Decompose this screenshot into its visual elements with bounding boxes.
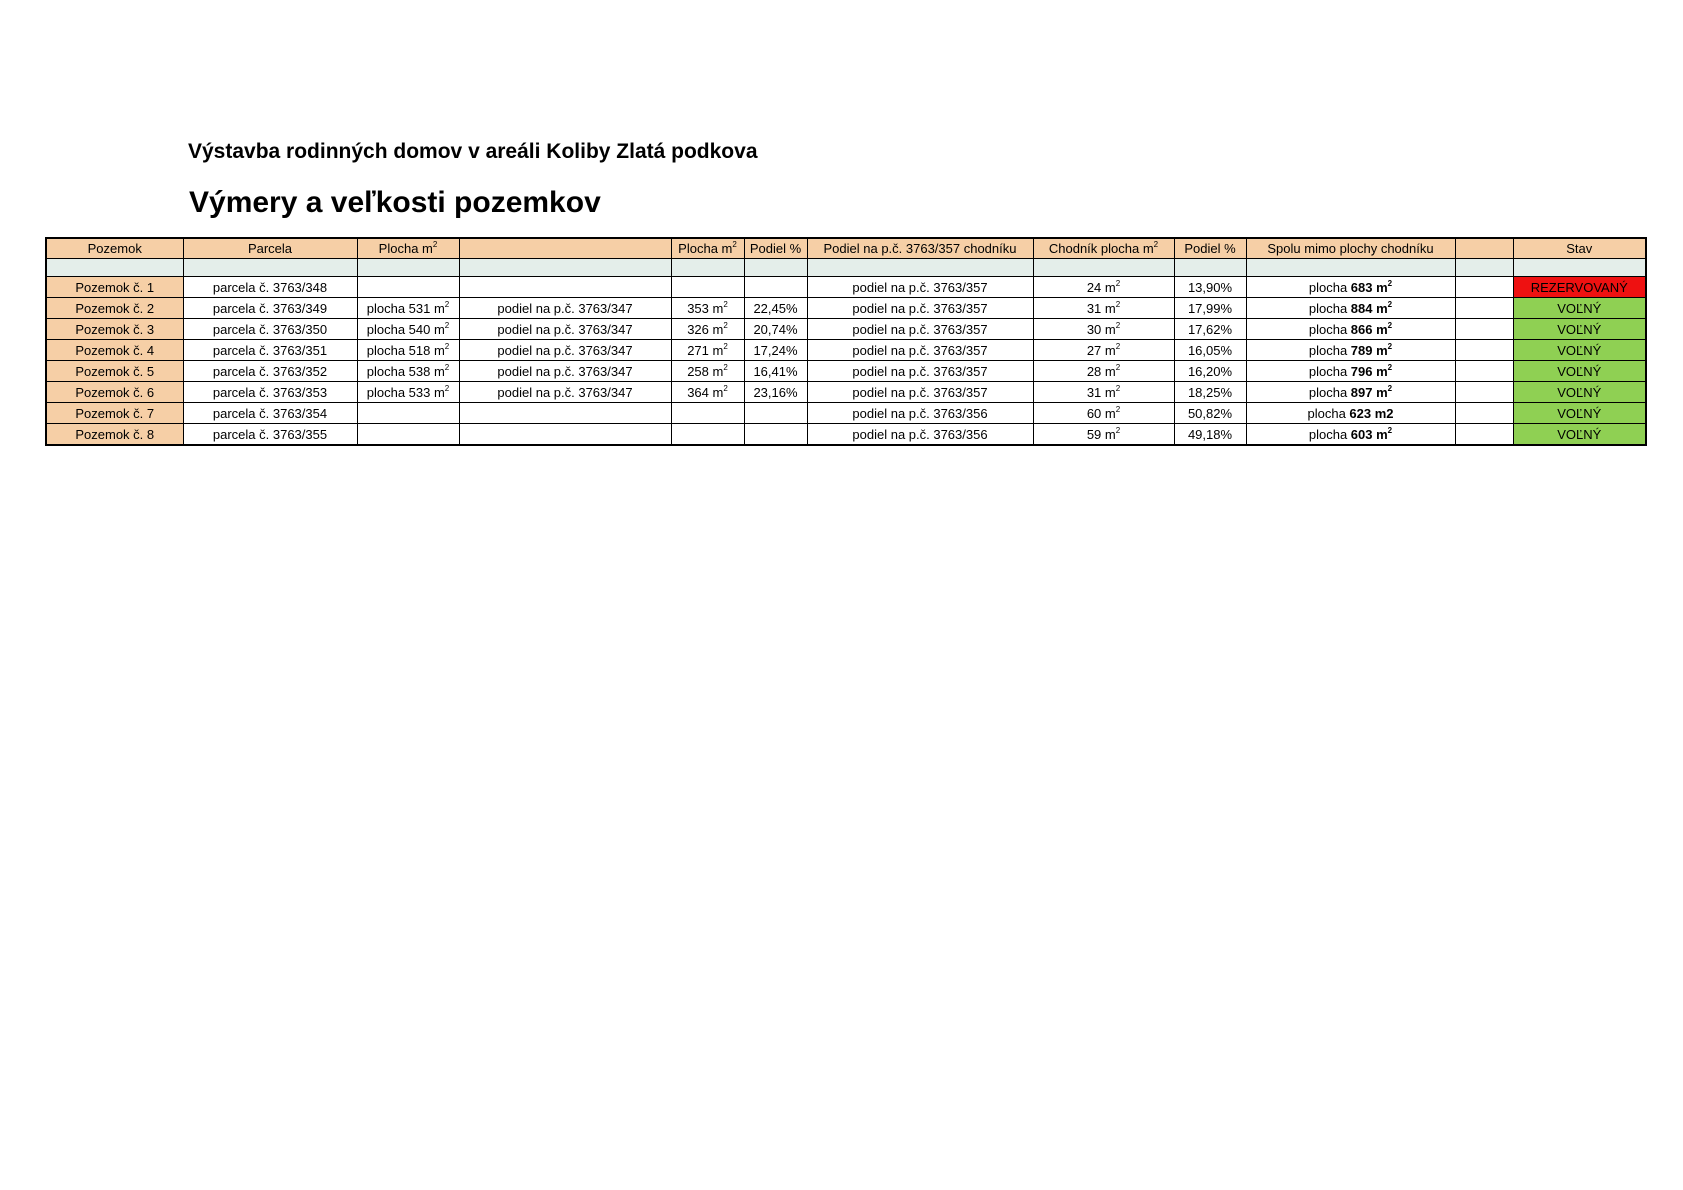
status-badge: VOĽNÝ [1513,340,1646,361]
cell-parcela: parcela č. 3763/349 [183,298,357,319]
header-pozemok: Pozemok [46,238,183,259]
cell-chodnik-plocha: 31 $m^2$ [1033,382,1174,403]
plots-table [45,237,1647,446]
cell-podiel [744,277,807,298]
cell-podiel-na: podiel na p.č. 3763/347 [459,319,671,340]
cell-pozemok: Pozemok č. 7 [46,403,183,424]
spacer-cell [671,259,744,277]
cell-empty [1455,382,1513,403]
table-row [46,319,1646,340]
cell-chodnik-plocha: 60 $m^2$ [1033,403,1174,424]
cell-podiel-chodnik: podiel na p.č. 3763/357 [807,361,1033,382]
cell-parcela: parcela č. 3763/348 [183,277,357,298]
table-row [46,361,1646,382]
table-row [46,277,1646,298]
cell-parcela: parcela č. 3763/353 [183,382,357,403]
cell-parcela: parcela č. 3763/354 [183,403,357,424]
cell-podiel-2: 18,25% [1174,382,1246,403]
cell-podiel-2: 13,90% [1174,277,1246,298]
cell-podiel: 17,24% [744,340,807,361]
cell-plocha-2 [671,424,744,446]
spacer-cell [357,259,459,277]
cell-podiel-chodnik: podiel na p.č. 3763/357 [807,319,1033,340]
cell-podiel-na: podiel na p.č. 3763/347 [459,382,671,403]
cell-plocha [357,424,459,446]
cell-parcela: parcela č. 3763/351 [183,340,357,361]
cell-spolu: plocha 789 $m^2$ [1246,340,1455,361]
cell-spolu: plocha 866 $m^2$ [1246,319,1455,340]
status-badge: VOĽNÝ [1513,382,1646,403]
cell-chodnik-plocha: 27 $m^2$ [1033,340,1174,361]
header-podiel: Podiel % [744,238,807,259]
table-row [46,382,1646,403]
cell-empty [1455,277,1513,298]
spacer-cell [1033,259,1174,277]
cell-chodnik-plocha: 31 $m^2$ [1033,298,1174,319]
header-chodnik-plocha: Chodník plocha $m^2$ [1033,238,1174,259]
cell-pozemok: Pozemok č. 6 [46,382,183,403]
cell-podiel: 20,74% [744,319,807,340]
cell-spolu: plocha 603 $m^2$ [1246,424,1455,446]
spacer-cell [1455,259,1513,277]
cell-empty [1455,298,1513,319]
cell-empty [1455,424,1513,446]
table-header-row [46,238,1646,259]
cell-plocha [357,403,459,424]
cell-pozemok: Pozemok č. 2 [46,298,183,319]
cell-podiel-na: podiel na p.č. 3763/347 [459,298,671,319]
cell-podiel: 23,16% [744,382,807,403]
cell-chodnik-plocha: 28 $m^2$ [1033,361,1174,382]
header-podiel-chodnik: Podiel na p.č. 3763/357 chodníku [807,238,1033,259]
header-empty-2 [1455,238,1513,259]
header-podiel-2: Podiel % [1174,238,1246,259]
spacer-cell [807,259,1033,277]
cell-chodnik-plocha: 24 $m^2$ [1033,277,1174,298]
cell-spolu: plocha 796 $m^2$ [1246,361,1455,382]
cell-podiel-2: 49,18% [1174,424,1246,446]
cell-podiel-2: 50,82% [1174,403,1246,424]
cell-chodnik-plocha: 59 $m^2$ [1033,424,1174,446]
cell-plocha-2: 353 $m^2$ [671,298,744,319]
cell-podiel: 22,45% [744,298,807,319]
header-plocha-2: Plocha $m^2$ [671,238,744,259]
table-body [46,277,1646,446]
cell-plocha-2: 364 $m^2$ [671,382,744,403]
cell-empty [1455,361,1513,382]
cell-pozemok: Pozemok č. 1 [46,277,183,298]
spacer-cell [459,259,671,277]
cell-plocha: plocha 538 $m^2$ [357,361,459,382]
table-row [46,340,1646,361]
spacer-cell [46,259,183,277]
table-row [46,298,1646,319]
cell-podiel-chodnik: podiel na p.č. 3763/357 [807,298,1033,319]
header-empty-1 [459,238,671,259]
table-row [46,403,1646,424]
status-badge: VOĽNÝ [1513,319,1646,340]
cell-plocha-2: 258 $m^2$ [671,361,744,382]
cell-podiel-na: podiel na p.č. 3763/347 [459,340,671,361]
cell-spolu: plocha 623 m2 [1246,403,1455,424]
cell-podiel-chodnik: podiel na p.č. 3763/357 [807,277,1033,298]
cell-podiel-2: 17,99% [1174,298,1246,319]
spacer-cell [744,259,807,277]
cell-plocha-2: 271 $m^2$ [671,340,744,361]
cell-empty [1455,340,1513,361]
cell-podiel-chodnik: podiel na p.č. 3763/356 [807,403,1033,424]
cell-podiel-chodnik: podiel na p.č. 3763/357 [807,340,1033,361]
spacer-cell [1246,259,1455,277]
cell-spolu: plocha 884 $m^2$ [1246,298,1455,319]
status-badge: VOĽNÝ [1513,361,1646,382]
spacer-cell [183,259,357,277]
cell-spolu: plocha 683 $m^2$ [1246,277,1455,298]
cell-plocha [357,277,459,298]
cell-plocha-2: 326 $m^2$ [671,319,744,340]
status-badge: VOĽNÝ [1513,424,1646,446]
cell-podiel-2: 16,05% [1174,340,1246,361]
cell-chodnik-plocha: 30 $m^2$ [1033,319,1174,340]
document-title: Výmery a veľkosti pozemkov [189,186,601,219]
status-badge: REZERVOVANÝ [1513,277,1646,298]
cell-podiel-chodnik: podiel na p.č. 3763/356 [807,424,1033,446]
spacer-cell [1513,259,1646,277]
cell-empty [1455,319,1513,340]
cell-podiel-2: 17,62% [1174,319,1246,340]
cell-plocha: plocha 531 $m^2$ [357,298,459,319]
cell-pozemok: Pozemok č. 8 [46,424,183,446]
spacer-row [46,259,1646,277]
cell-plocha: plocha 533 $m^2$ [357,382,459,403]
table-row [46,424,1646,446]
cell-podiel-na: podiel na p.č. 3763/347 [459,361,671,382]
cell-spolu: plocha 897 $m^2$ [1246,382,1455,403]
cell-pozemok: Pozemok č. 3 [46,319,183,340]
cell-plocha: plocha 540 $m^2$ [357,319,459,340]
cell-pozemok: Pozemok č. 4 [46,340,183,361]
document-subtitle: Výstavba rodinných domov v areáli Koliby Zlatá podkova [188,140,758,163]
cell-podiel-na [459,277,671,298]
cell-plocha-2 [671,403,744,424]
header-parcela: Parcela [183,238,357,259]
header-spolu: Spolu mimo plochy chodníku [1246,238,1455,259]
cell-empty [1455,403,1513,424]
cell-podiel-2: 16,20% [1174,361,1246,382]
cell-parcela: parcela č. 3763/355 [183,424,357,446]
cell-podiel [744,403,807,424]
cell-podiel-na [459,424,671,446]
cell-parcela: parcela č. 3763/350 [183,319,357,340]
cell-plocha: plocha 518 $m^2$ [357,340,459,361]
cell-parcela: parcela č. 3763/352 [183,361,357,382]
cell-plocha-2 [671,277,744,298]
cell-podiel-na [459,403,671,424]
header-plocha: Plocha $m^2$ [357,238,459,259]
cell-podiel [744,424,807,446]
spacer-cell [1174,259,1246,277]
status-badge: VOĽNÝ [1513,298,1646,319]
cell-pozemok: Pozemok č. 5 [46,361,183,382]
cell-podiel-chodnik: podiel na p.č. 3763/357 [807,382,1033,403]
header-stav: Stav [1513,238,1646,259]
cell-podiel: 16,41% [744,361,807,382]
status-badge: VOĽNÝ [1513,403,1646,424]
